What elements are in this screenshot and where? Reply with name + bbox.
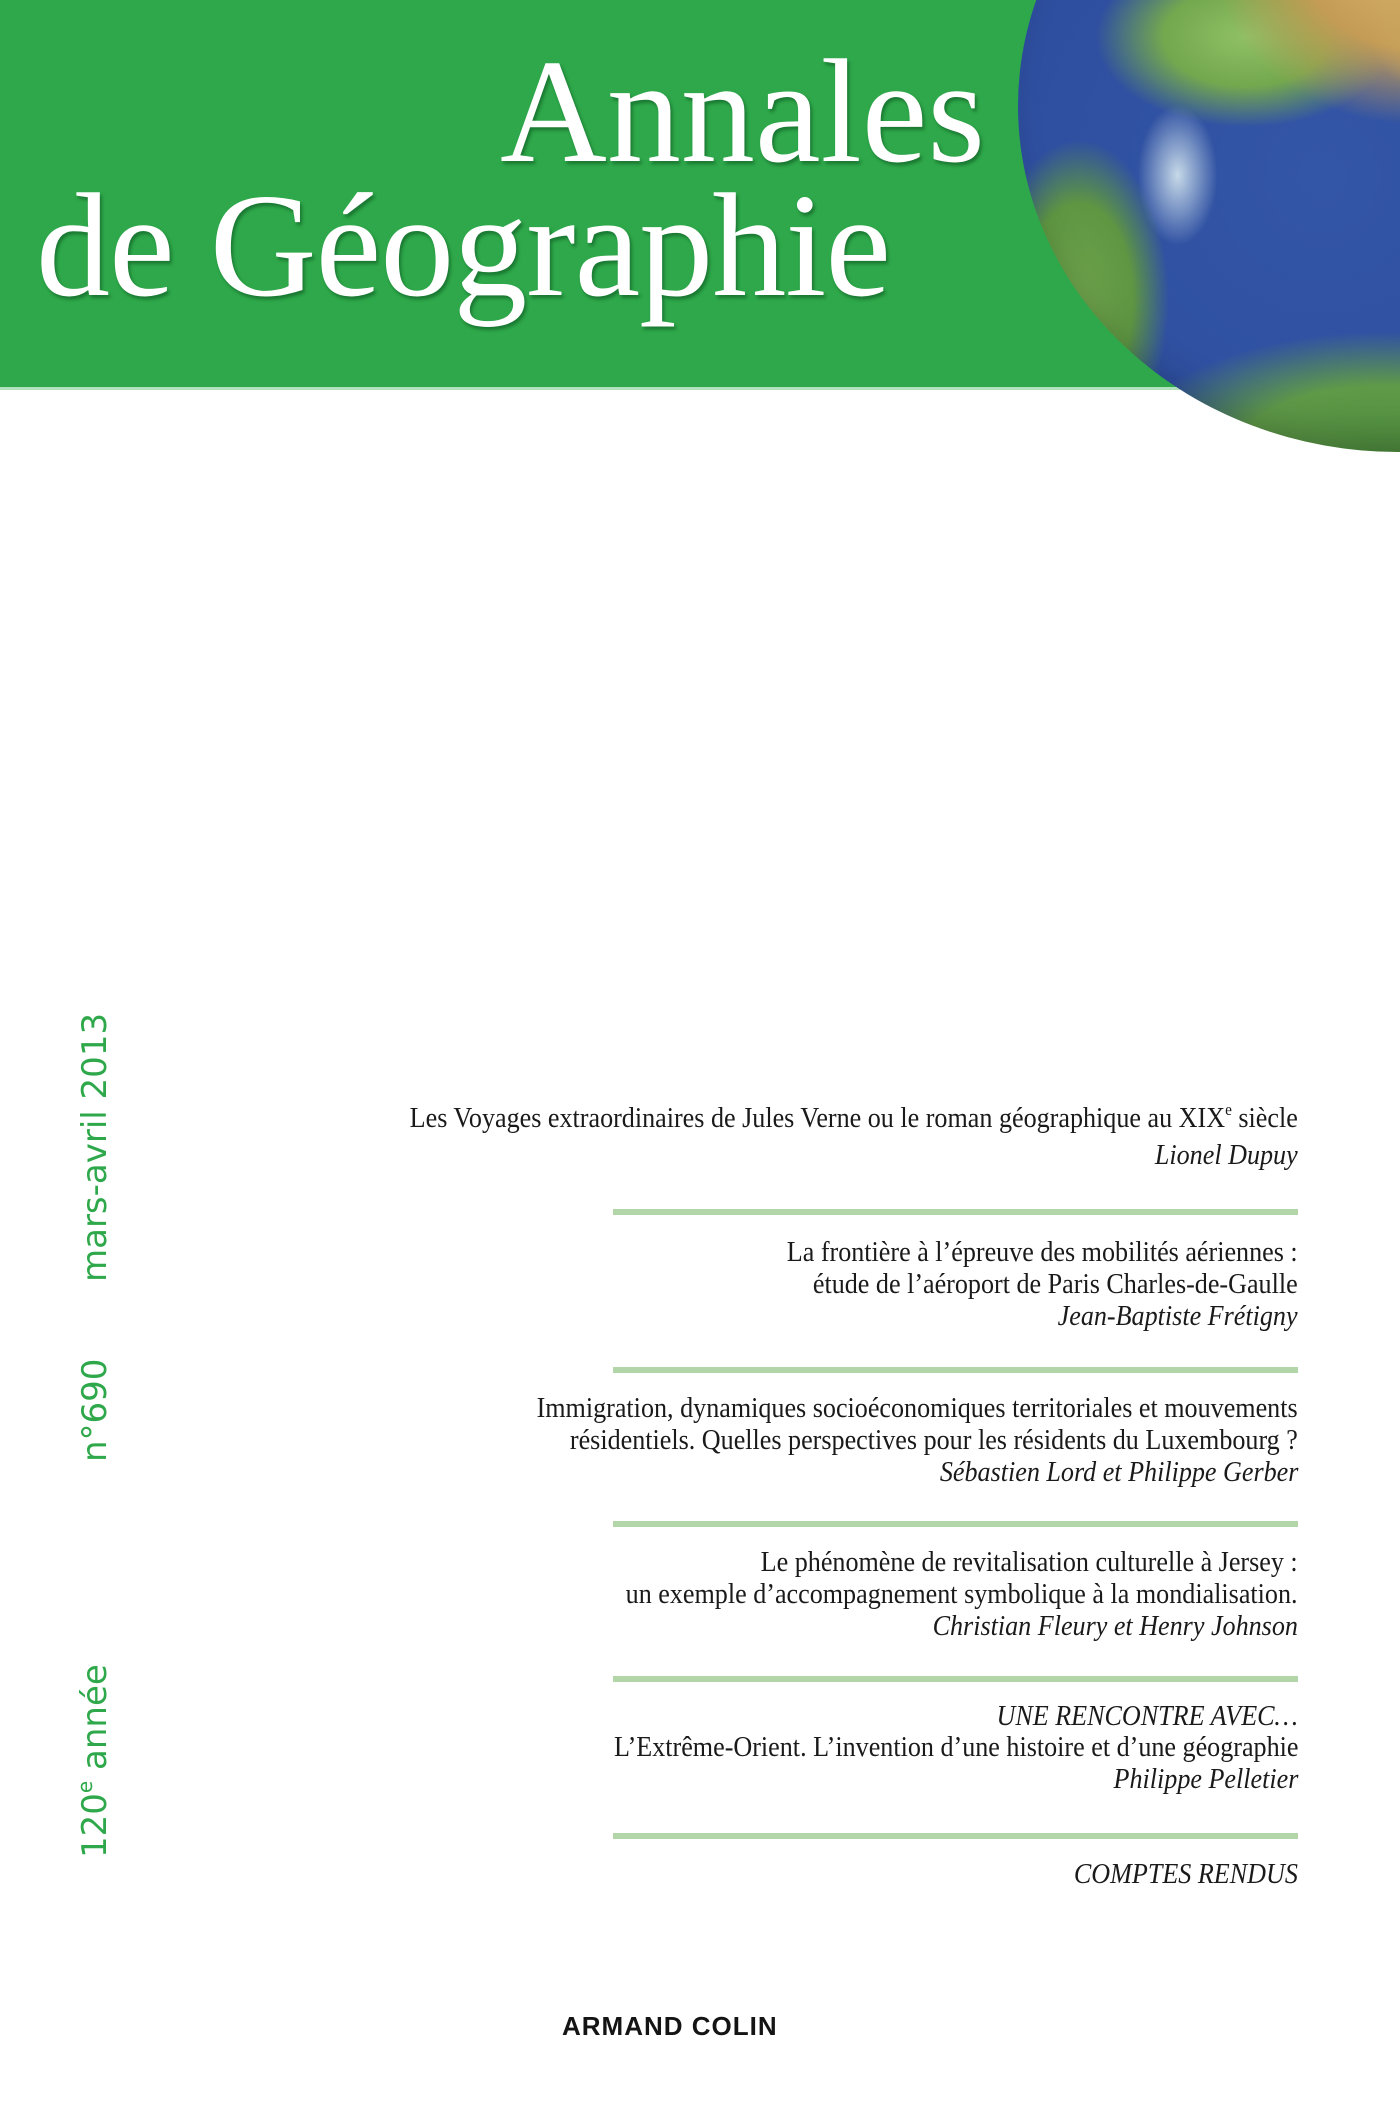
divider [613,1676,1298,1682]
article-title: Immigration, dynamiques socioéconomiques territoriales et mouvements [536,1392,1298,1424]
article-authors: Lionel Dupuy [1155,1139,1298,1171]
issue-date: mars-avril 2013 [75,1012,115,1282]
superscript: e [1225,1100,1233,1119]
publisher-logo: ARMAND COLIN [562,2011,778,2041]
section-heading: UNE RENCONTRE AVEC… [996,1700,1298,1732]
article-title: Le phénomène de revitalisation culturelle à Jersey : [760,1546,1298,1578]
divider [613,1833,1298,1839]
divider [613,1209,1298,1215]
volume-year-label [73,1664,115,1858]
divider [613,1521,1298,1527]
article-title-text: Les Voyages extraordinaires de Jules Verne ou le roman géographique au XIX [409,1102,1226,1134]
article-authors: Philippe Pelletier [1113,1763,1298,1795]
article-title [410,1102,1298,1134]
article-authors: Christian Fleury et Henry Johnson [932,1610,1298,1642]
article-authors: Sébastien Lord et Philippe Gerber [939,1456,1298,1488]
article-title: étude de l’aéroport de Paris Charles-de-Gaulle [813,1268,1298,1300]
article-title: un exemple d’accompagnement symbolique à la mondialisation. [626,1578,1298,1610]
article-title-tail: siècle [1232,1102,1298,1134]
section-heading: COMPTES RENDUS [1073,1858,1298,1890]
volume-number: 120 [75,1793,115,1858]
divider [613,1367,1298,1373]
article-title: résidentiels. Quelles perspectives pour les résidents du Luxembourg ? [570,1424,1298,1456]
journal-title-line-2: de Géographie [36,164,891,328]
journal-title-line-1: Annales [500,30,985,194]
volume-text: année [75,1664,115,1781]
article-authors: Jean-Baptiste Frétigny [1058,1300,1298,1332]
article-title: La frontière à l’épreuve des mobilités aériennes : [787,1236,1298,1268]
volume-ordinal: e [73,1780,97,1794]
article-title: L’Extrême-Orient. L’invention d’une histoire et d’une géographie [613,1731,1298,1763]
issue-number: n°690 [75,1358,115,1462]
